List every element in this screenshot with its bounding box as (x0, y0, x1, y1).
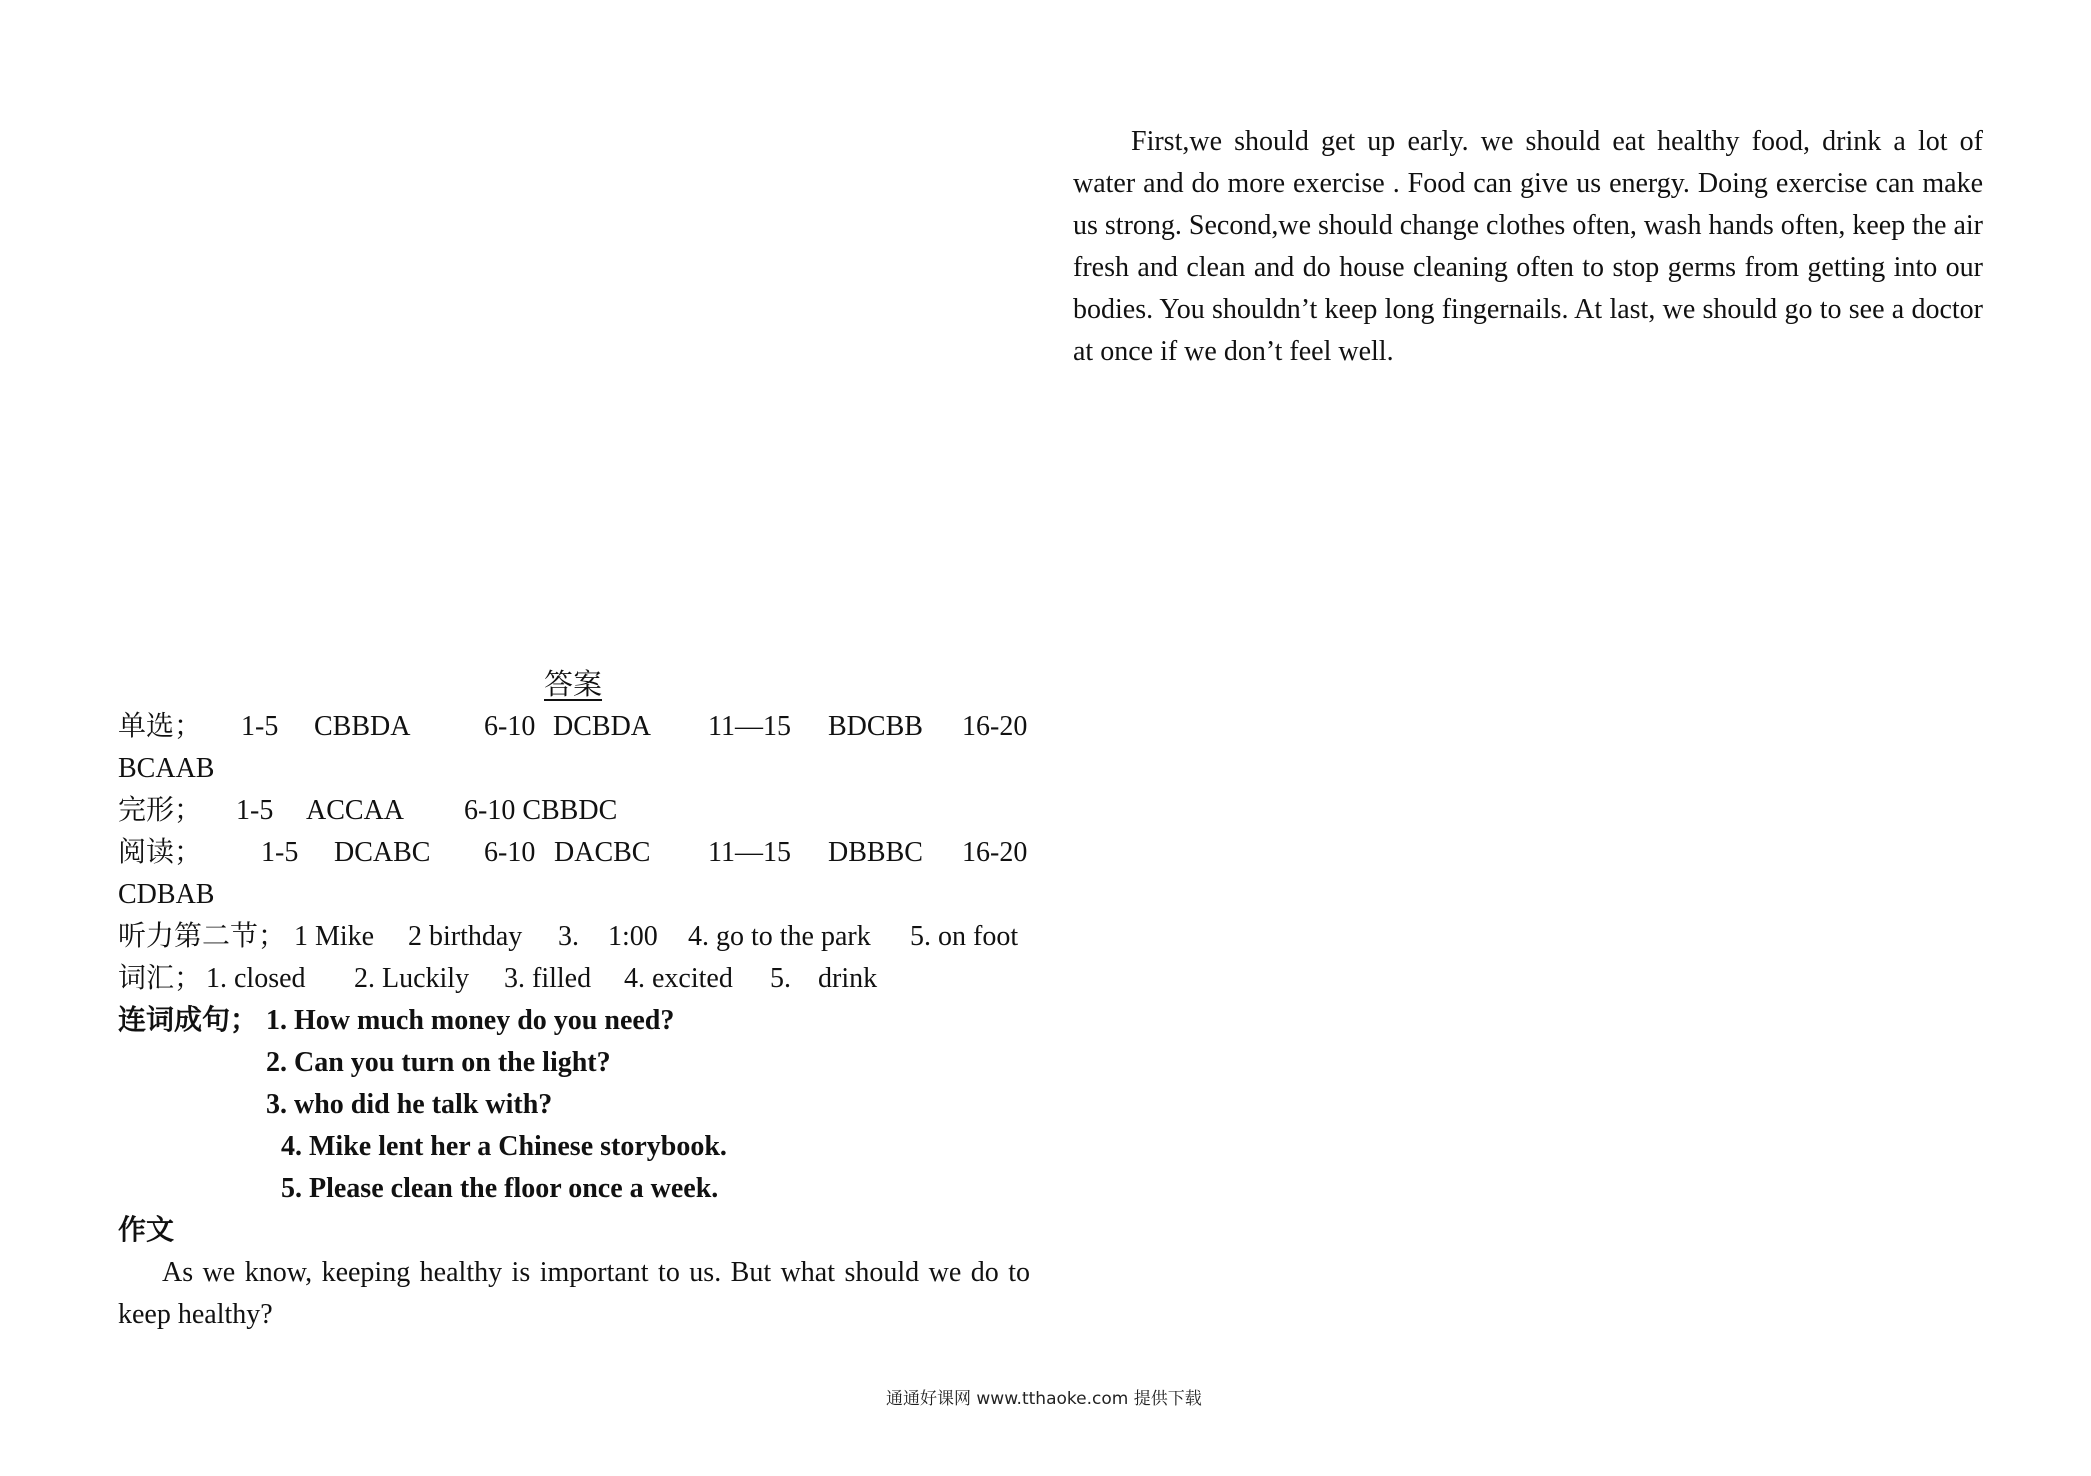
single-choice-answer: BDCBB (828, 711, 923, 742)
vocab-answer: 3. filled (504, 963, 592, 994)
single-choice-answer: DCBDA (553, 711, 652, 742)
sentence-answer: 5. Please clean the floor once a week. (281, 1173, 719, 1204)
essay-label: 作文 (118, 1215, 175, 1246)
answer-title: 答案 (544, 669, 603, 701)
vocab-answer: 4. excited (624, 963, 733, 994)
reading-range: 16-20 (962, 837, 1028, 868)
vocab-answer: 5. (770, 963, 791, 994)
sentence-answer: 1. How much money do you need? (266, 1005, 675, 1036)
sentence-answer: 2. Can you turn on the light? (266, 1047, 611, 1078)
single-choice-answer: CBBDA (314, 711, 411, 742)
essay-opening-paragraph: As we know, keeping healthy is important to us. But what should we do to keep healthy? (118, 1257, 1030, 1330)
reading-answer: DBBBC (828, 837, 923, 868)
essay-continuation-paragraph: First,we should get up early. we should eat healthy food, drink a lot of water and do more exercise . Food can give us energy. Doing exercise can make us strong. Second,we should change clothes often, wash hands often, keep the air fresh and clean and do house cleaning often to stop germs from getting into our bodies. You shouldn’t keep long fingernails. At last, we should go to see a doctor at once if we don’t feel well. (1073, 126, 1983, 367)
reading-range: 6-10 (484, 837, 536, 868)
reading-answer: DCABC (334, 837, 431, 868)
cloze-range: 1-5 (236, 795, 274, 826)
footer-source: 通通好课网 www.tthaoke.com 提供下载 (886, 1389, 1202, 1409)
single-choice-answer: BCAAB (118, 753, 215, 784)
listening-answer: 2 birthday (408, 921, 523, 952)
single-choice-range: 11—15 (708, 711, 791, 742)
sentence-answer: 3. who did he talk with? (266, 1089, 553, 1120)
sentences-label: 连词成句； (118, 1005, 259, 1036)
single-choice-range: 16-20 (962, 711, 1028, 742)
cloze-answer: 6-10 CBBDC (464, 795, 618, 826)
reading-range: 1-5 (261, 837, 299, 868)
single-choice-range: 6-10 (484, 711, 536, 742)
listening-answer: 4. go to the park (688, 921, 871, 952)
single-choice-label: 单选； (118, 711, 203, 742)
sentence-answer: 4. Mike lent her a Chinese storybook. (281, 1131, 727, 1162)
listening-answer: 1:00 (608, 921, 658, 952)
cloze-answer: ACCAA (306, 795, 405, 826)
reading-range: 11—15 (708, 837, 791, 868)
listening-answer: 1 Mike (294, 921, 375, 952)
vocab-answer: drink (818, 963, 878, 994)
vocab-answer: 2. Luckily (354, 963, 470, 994)
reading-answer: DACBC (554, 837, 651, 868)
listening-answer: 3. (558, 921, 579, 952)
reading-answer: CDBAB (118, 879, 215, 910)
reading-label: 阅读； (118, 837, 203, 868)
vocab-answer: 1. closed (206, 963, 306, 994)
cloze-label: 完形； (118, 795, 203, 826)
listening-label: 听力第二节； (118, 921, 287, 952)
listening-answer: 5. on foot (910, 921, 1019, 952)
single-choice-range: 1-5 (241, 711, 279, 742)
vocab-label: 词汇； (118, 963, 203, 994)
